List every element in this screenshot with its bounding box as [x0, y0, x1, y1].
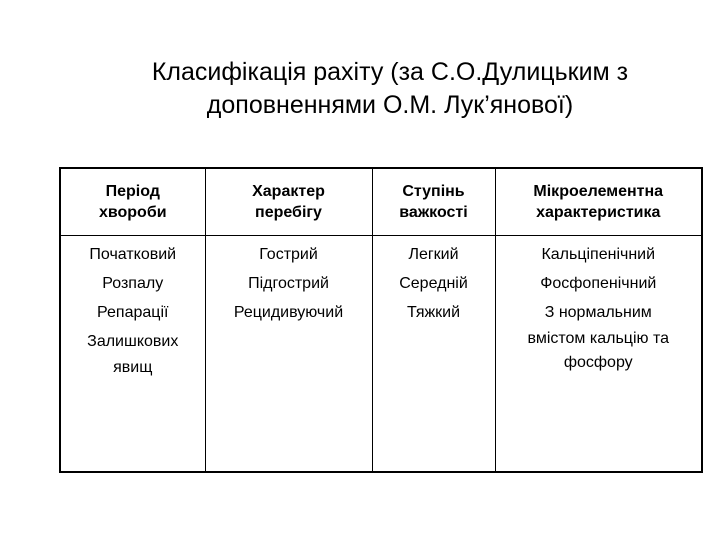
cell-course	[205, 236, 372, 473]
microelement-item: Фосфопенічний	[540, 275, 657, 292]
header-period-line-1: Період	[105, 183, 160, 200]
header-course-line-2: перебігу	[255, 204, 322, 221]
classification-table	[59, 167, 703, 473]
header-severity-line-1: Ступінь	[402, 183, 465, 200]
course-item: Гострий	[259, 246, 318, 263]
period-item: Репарації	[97, 304, 169, 321]
header-course-line-1: Характер	[252, 183, 325, 200]
header-course	[205, 168, 372, 236]
table-header-row	[60, 168, 702, 236]
header-period-line-2: хвороби	[98, 204, 167, 221]
cell-microelement	[495, 236, 702, 473]
severity-item: Легкий	[408, 246, 459, 263]
period-item: Розпалу	[102, 275, 164, 292]
microelement-item: фосфору	[563, 354, 633, 371]
slide-title	[90, 56, 690, 122]
period-item: Залишкових	[87, 333, 179, 350]
header-severity-line-2: важкості	[399, 204, 468, 221]
header-severity	[372, 168, 495, 236]
severity-item: Тяжкий	[406, 304, 461, 321]
microelement-item: З нормальним	[544, 304, 652, 321]
header-microelement-line-2: характеристика	[536, 204, 661, 221]
title-line-1: Класифікація рахіту (за С.О.Дулицьким з	[151, 58, 629, 86]
microelement-item: Кальціпенічний	[541, 246, 656, 263]
period-item: явищ	[113, 359, 153, 376]
header-microelement	[495, 168, 702, 236]
header-period	[60, 168, 205, 236]
title-line-2: доповненнями О.М. Лук’янової)	[206, 91, 574, 119]
table-body-row	[60, 236, 702, 473]
severity-item: Середній	[399, 275, 468, 292]
course-item: Підгострий	[248, 275, 329, 292]
cell-severity	[372, 236, 495, 473]
cell-period	[60, 236, 205, 473]
course-item: Рецидивуючий	[233, 304, 344, 321]
microelement-item: вмістом кальцію та	[527, 330, 669, 347]
period-item: Початковий	[89, 246, 177, 263]
header-microelement-line-1: Мікроелементна	[533, 183, 664, 200]
